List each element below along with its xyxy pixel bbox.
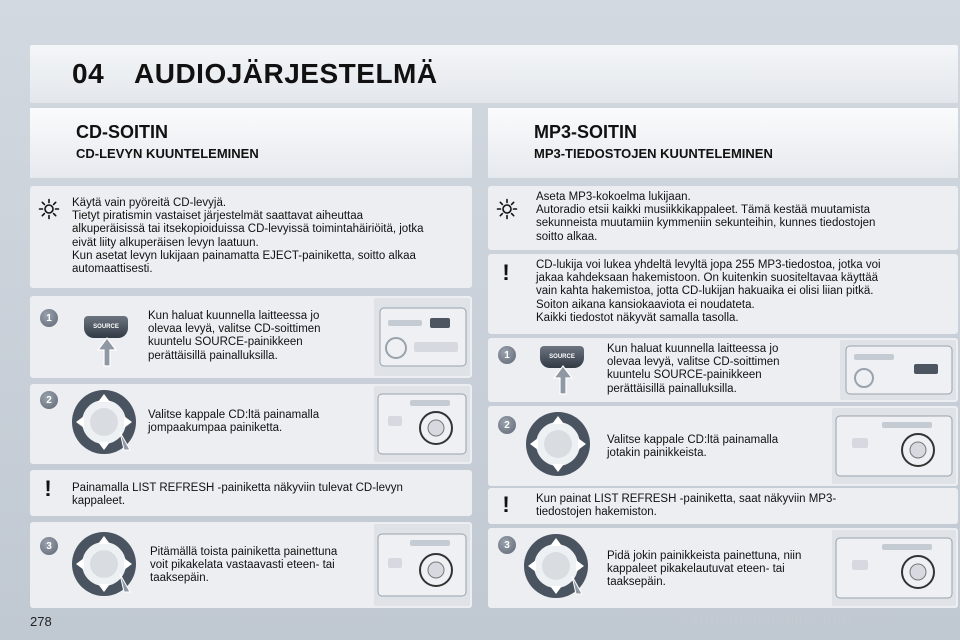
text-line: jotakin painikkeista. [607, 447, 707, 460]
radio-keypad-illustration [832, 408, 956, 484]
mp3-warning2-text [536, 493, 836, 519]
cd-section-header [30, 108, 472, 178]
text-line: jakaa kahdeksaan hakemistoon. On kuitenkin suositeltavaa käyttää [536, 272, 879, 285]
text-line: voit pikakelata vastaavasti eteen- tai [150, 559, 335, 572]
source-button-icon: SOURCE [84, 316, 128, 338]
cd-info-text [72, 197, 424, 276]
text-line: Tietyt piratismin vastaiset järjestelmät saattavat aiheuttaa [72, 210, 364, 223]
text-line: Kun haluat kuunnella laitteessa jo [607, 343, 779, 355]
text-line: automaattisesti. [72, 263, 153, 276]
text-line: Pitämällä toista painiketta painettuna [150, 546, 338, 558]
mp3-step1-text [607, 343, 780, 396]
mp3-info-text [536, 191, 875, 244]
text-line: sekunneista muutamiin kymmeniin sekunteihin, kunnes tiedostojen [536, 217, 876, 230]
mp3-warning1-text [536, 259, 881, 325]
text-line: CD-lukija voi lukea yhdeltä levyltä jopa 255 MP3-tiedostoa, jotka voi [536, 259, 881, 271]
text-line: kappaleet pikakelautuvat eteen- tai [607, 563, 785, 576]
text-line: Kun painat LIST REFRESH -painiketta, saat näkyviin MP3- [536, 493, 837, 505]
dpad-icon [524, 410, 592, 478]
text-line: kuuntelu SOURCE-painikkeen [607, 369, 762, 382]
text-line: kuuntelu SOURCE-painikkeen [148, 336, 303, 349]
text-line: tiedostojen hakemiston. [536, 506, 657, 519]
step-number-badge: 1 [498, 346, 516, 364]
text-line: Valitse kappale CD:ltä painamalla [607, 434, 779, 446]
text-line: olevaa levyä, valitse CD-soittimen [607, 356, 780, 369]
text-line: Kun asetat levyn lukijaan painamatta EJECT-painiketta, soitto alkaa [72, 249, 416, 262]
dpad-icon [70, 530, 138, 598]
cd-step2-text [148, 409, 319, 435]
warning-icon: ! [502, 492, 510, 517]
cd-warning-text [72, 482, 403, 508]
text-line: taaksepäin. [607, 576, 666, 589]
text-line: jompaakumpaa painiketta. [148, 422, 283, 435]
text-line: Kaikki tiedostot näkyvät samalla tasolla. [536, 311, 739, 324]
text-line: Aseta MP3-kokoelma lukijaan. [536, 191, 691, 203]
cd-section-title: CD-SOITIN [76, 122, 168, 142]
cd-section-subtitle: CD-LEVYN KUUNTELEMINEN [76, 146, 259, 161]
radio-keypad-illustration [374, 524, 470, 606]
radio-keypad-illustration [374, 386, 470, 462]
info-sun-icon [38, 198, 60, 220]
page-title: AUDIOJÄRJESTELMÄ [134, 58, 438, 89]
radio-keypad-illustration [832, 530, 956, 606]
text-line: perättäisillä painalluksilla. [607, 382, 737, 395]
mp3-step2-text [607, 434, 778, 460]
cd-step3-text [150, 546, 337, 586]
text-line: soitto alkaa. [536, 230, 598, 243]
text-line: kappaleet. [72, 495, 126, 508]
text-line: Käytä vain pyöreitä CD-levyjä. [72, 197, 227, 209]
mp3-step3-text [607, 550, 801, 590]
step-number-badge: 1 [40, 309, 58, 327]
radio-unit-illustration [840, 340, 956, 400]
page-number: 278 [30, 614, 52, 629]
info-sun-icon [496, 198, 518, 220]
step-number-badge: 3 [498, 536, 516, 554]
dpad-icon [70, 388, 138, 456]
text-line: olevaa levyä, valitse CD-soittimen [148, 323, 321, 336]
text-line: Autoradio etsii kaikki musiikkikappaleet. Tämä kestää muutamista [536, 204, 871, 217]
mp3-section-header [488, 108, 958, 178]
step-number-badge: 3 [40, 537, 58, 555]
mp3-section-title: MP3-SOITIN [534, 122, 638, 142]
source-button-icon: SOURCE [540, 346, 584, 368]
chapter-number: 04 [72, 58, 105, 89]
step-number-badge: 2 [40, 391, 58, 409]
text-line: taaksepäin. [150, 572, 209, 585]
step-number-badge: 2 [498, 416, 516, 434]
text-line: perättäisillä painalluksilla. [148, 349, 278, 362]
mp3-section-subtitle: MP3-TIEDOSTOJEN KUUNTELEMINEN [534, 146, 773, 161]
text-line: eivät liity alkuperäisen levyn laatuun. [72, 236, 259, 249]
text-line: Valitse kappale CD:ltä painamalla [148, 409, 320, 421]
text-line: Painamalla LIST REFRESH -painiketta näkyviin tulevat CD-levyn [72, 482, 403, 494]
watermark: carmanualsonline.info [680, 610, 852, 629]
warning-icon: ! [44, 476, 52, 501]
text-line: vain kahta hakemistoa, jotta CD-lukijan hakuaika ei olisi liian pitkä. [536, 285, 874, 298]
text-line: Kun haluat kuunnella laitteessa jo [148, 310, 320, 322]
cd-step1-text [148, 310, 321, 363]
text-line: Soiton aikana kansiokaaviota ei noudateta. [536, 298, 755, 311]
radio-unit-illustration [374, 298, 470, 376]
text-line: alkuperäisissä tai itsekopioiduissa CD-levyissä toimintahäiriöitä, jotka [72, 223, 424, 236]
text-line: Pidä jokin painikkeista painettuna, niin [607, 550, 802, 562]
warning-icon: ! [502, 260, 510, 285]
press-arrow-icon [552, 364, 574, 396]
dpad-icon [522, 532, 590, 600]
press-arrow-icon [96, 336, 118, 368]
